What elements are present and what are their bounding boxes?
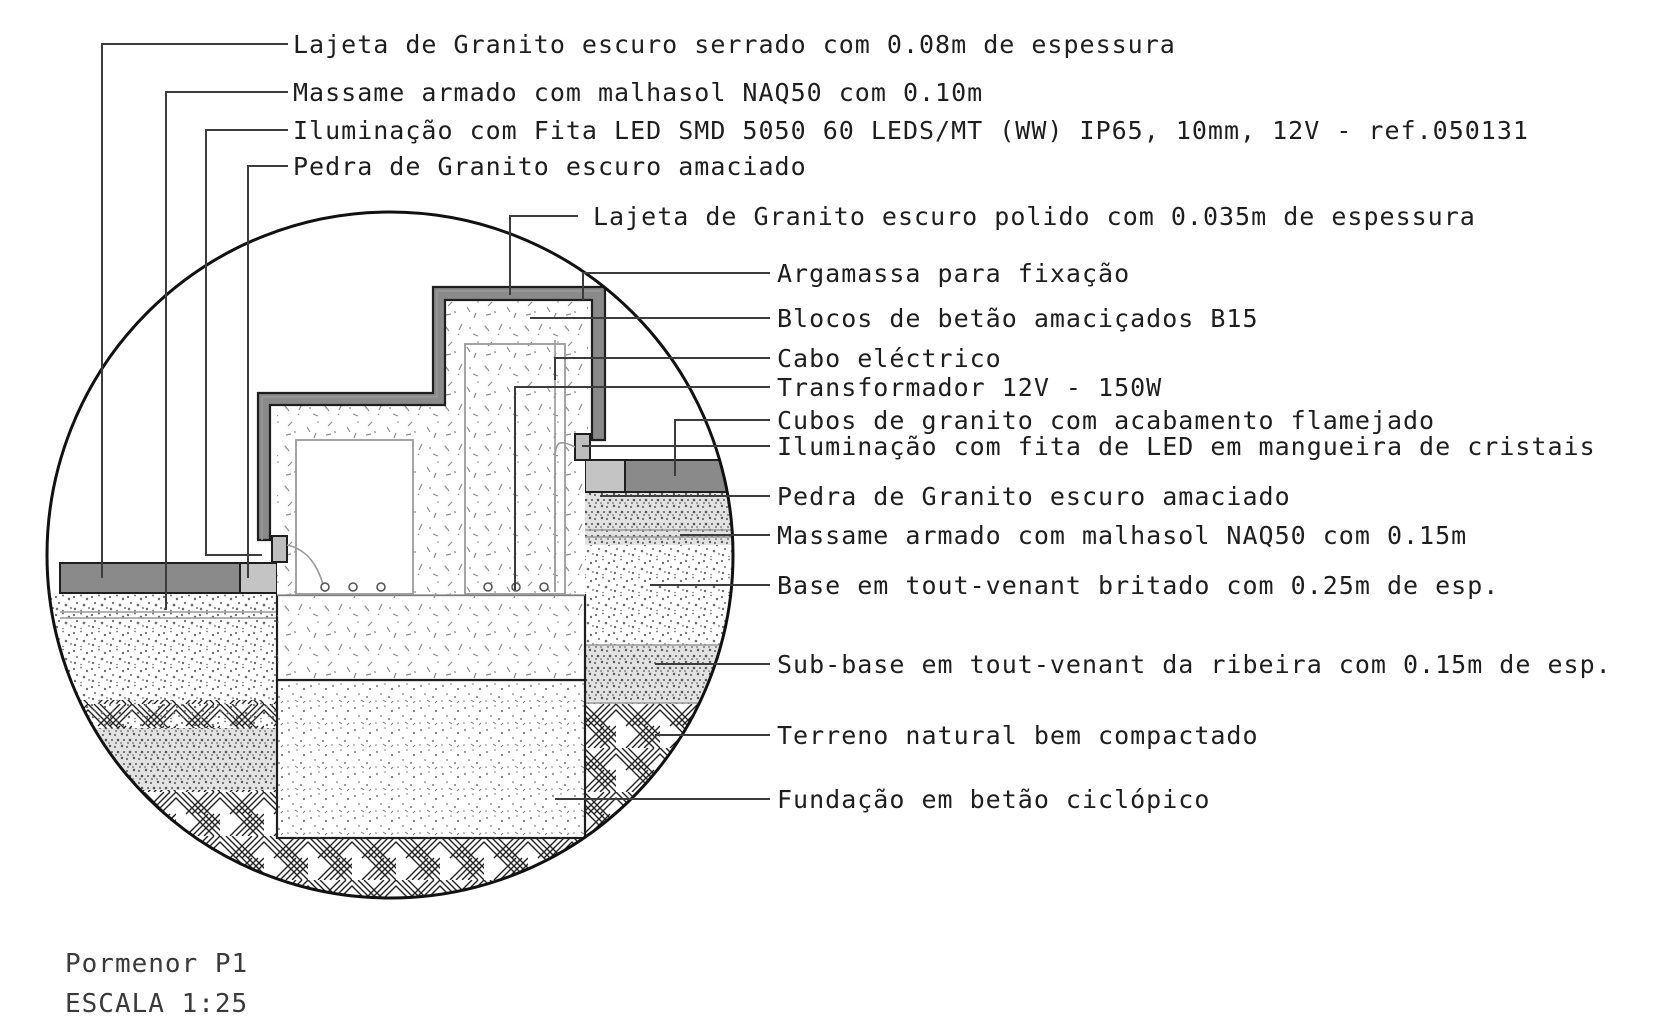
label-massame-015: Massame armado com malhasol NAQ50 com 0.15m xyxy=(777,521,1468,550)
right-granite-cubes xyxy=(625,460,785,492)
label-lajeta-polido: Lajeta de Granito escuro polido com 0.035m de espessura xyxy=(593,202,1476,231)
base-right xyxy=(585,545,785,645)
detail-scale: ESCALA 1:25 xyxy=(65,989,249,1019)
label-cabo: Cabo eléctrico xyxy=(777,344,1002,373)
label-subbase: Sub-base em tout-venant da ribeira com 0.15m de esp. xyxy=(777,650,1612,679)
label-argamassa: Argamassa para fixação xyxy=(777,259,1131,288)
label-massame-010: Massame armado com malhasol NAQ50 com 0.10m xyxy=(293,78,984,107)
transformer-housing-left xyxy=(296,440,413,594)
label-blocos: Blocos de betão amaciçados B15 xyxy=(777,304,1259,333)
label-iluminacao-fita: Iluminação com Fita LED SMD 5050 60 LEDS/MT (WW) IP65, 10mm, 12V - ref.050131 xyxy=(293,116,1529,145)
terreno-natural-layer-right xyxy=(585,700,765,920)
right-granite-stone xyxy=(585,460,625,492)
detail-title: Pormenor P1 xyxy=(65,949,249,979)
left-granite-stone xyxy=(240,563,277,593)
subbase-right xyxy=(585,645,785,703)
left-paving-slab xyxy=(60,563,240,593)
label-base: Base em tout-venant britado com 0.25m de esp. xyxy=(777,571,1500,600)
label-iluminacao-mangueira: Iluminação com fita de LED em mangueira de cristais xyxy=(777,432,1596,461)
label-terreno: Terreno natural bem compactado xyxy=(777,721,1259,750)
label-fundacao: Fundação em betão ciclópico xyxy=(777,785,1211,814)
label-cubos: Cubos de granito com acabamento flamejado xyxy=(777,406,1436,435)
label-lajeta-serrado: Lajeta de Granito escuro serrado com 0.08m de espessura xyxy=(293,30,1176,59)
label-transformador: Transformador 12V - 150W xyxy=(777,373,1163,402)
subbase-left xyxy=(40,728,277,790)
label-pedra-amaciado-1: Pedra de Granito escuro amaciado xyxy=(293,152,807,181)
led-channel-left xyxy=(272,536,287,562)
title-block xyxy=(65,949,248,1019)
section-layers xyxy=(40,287,785,920)
label-pedra-amaciado-2: Pedra de Granito escuro amaciado xyxy=(777,482,1291,511)
